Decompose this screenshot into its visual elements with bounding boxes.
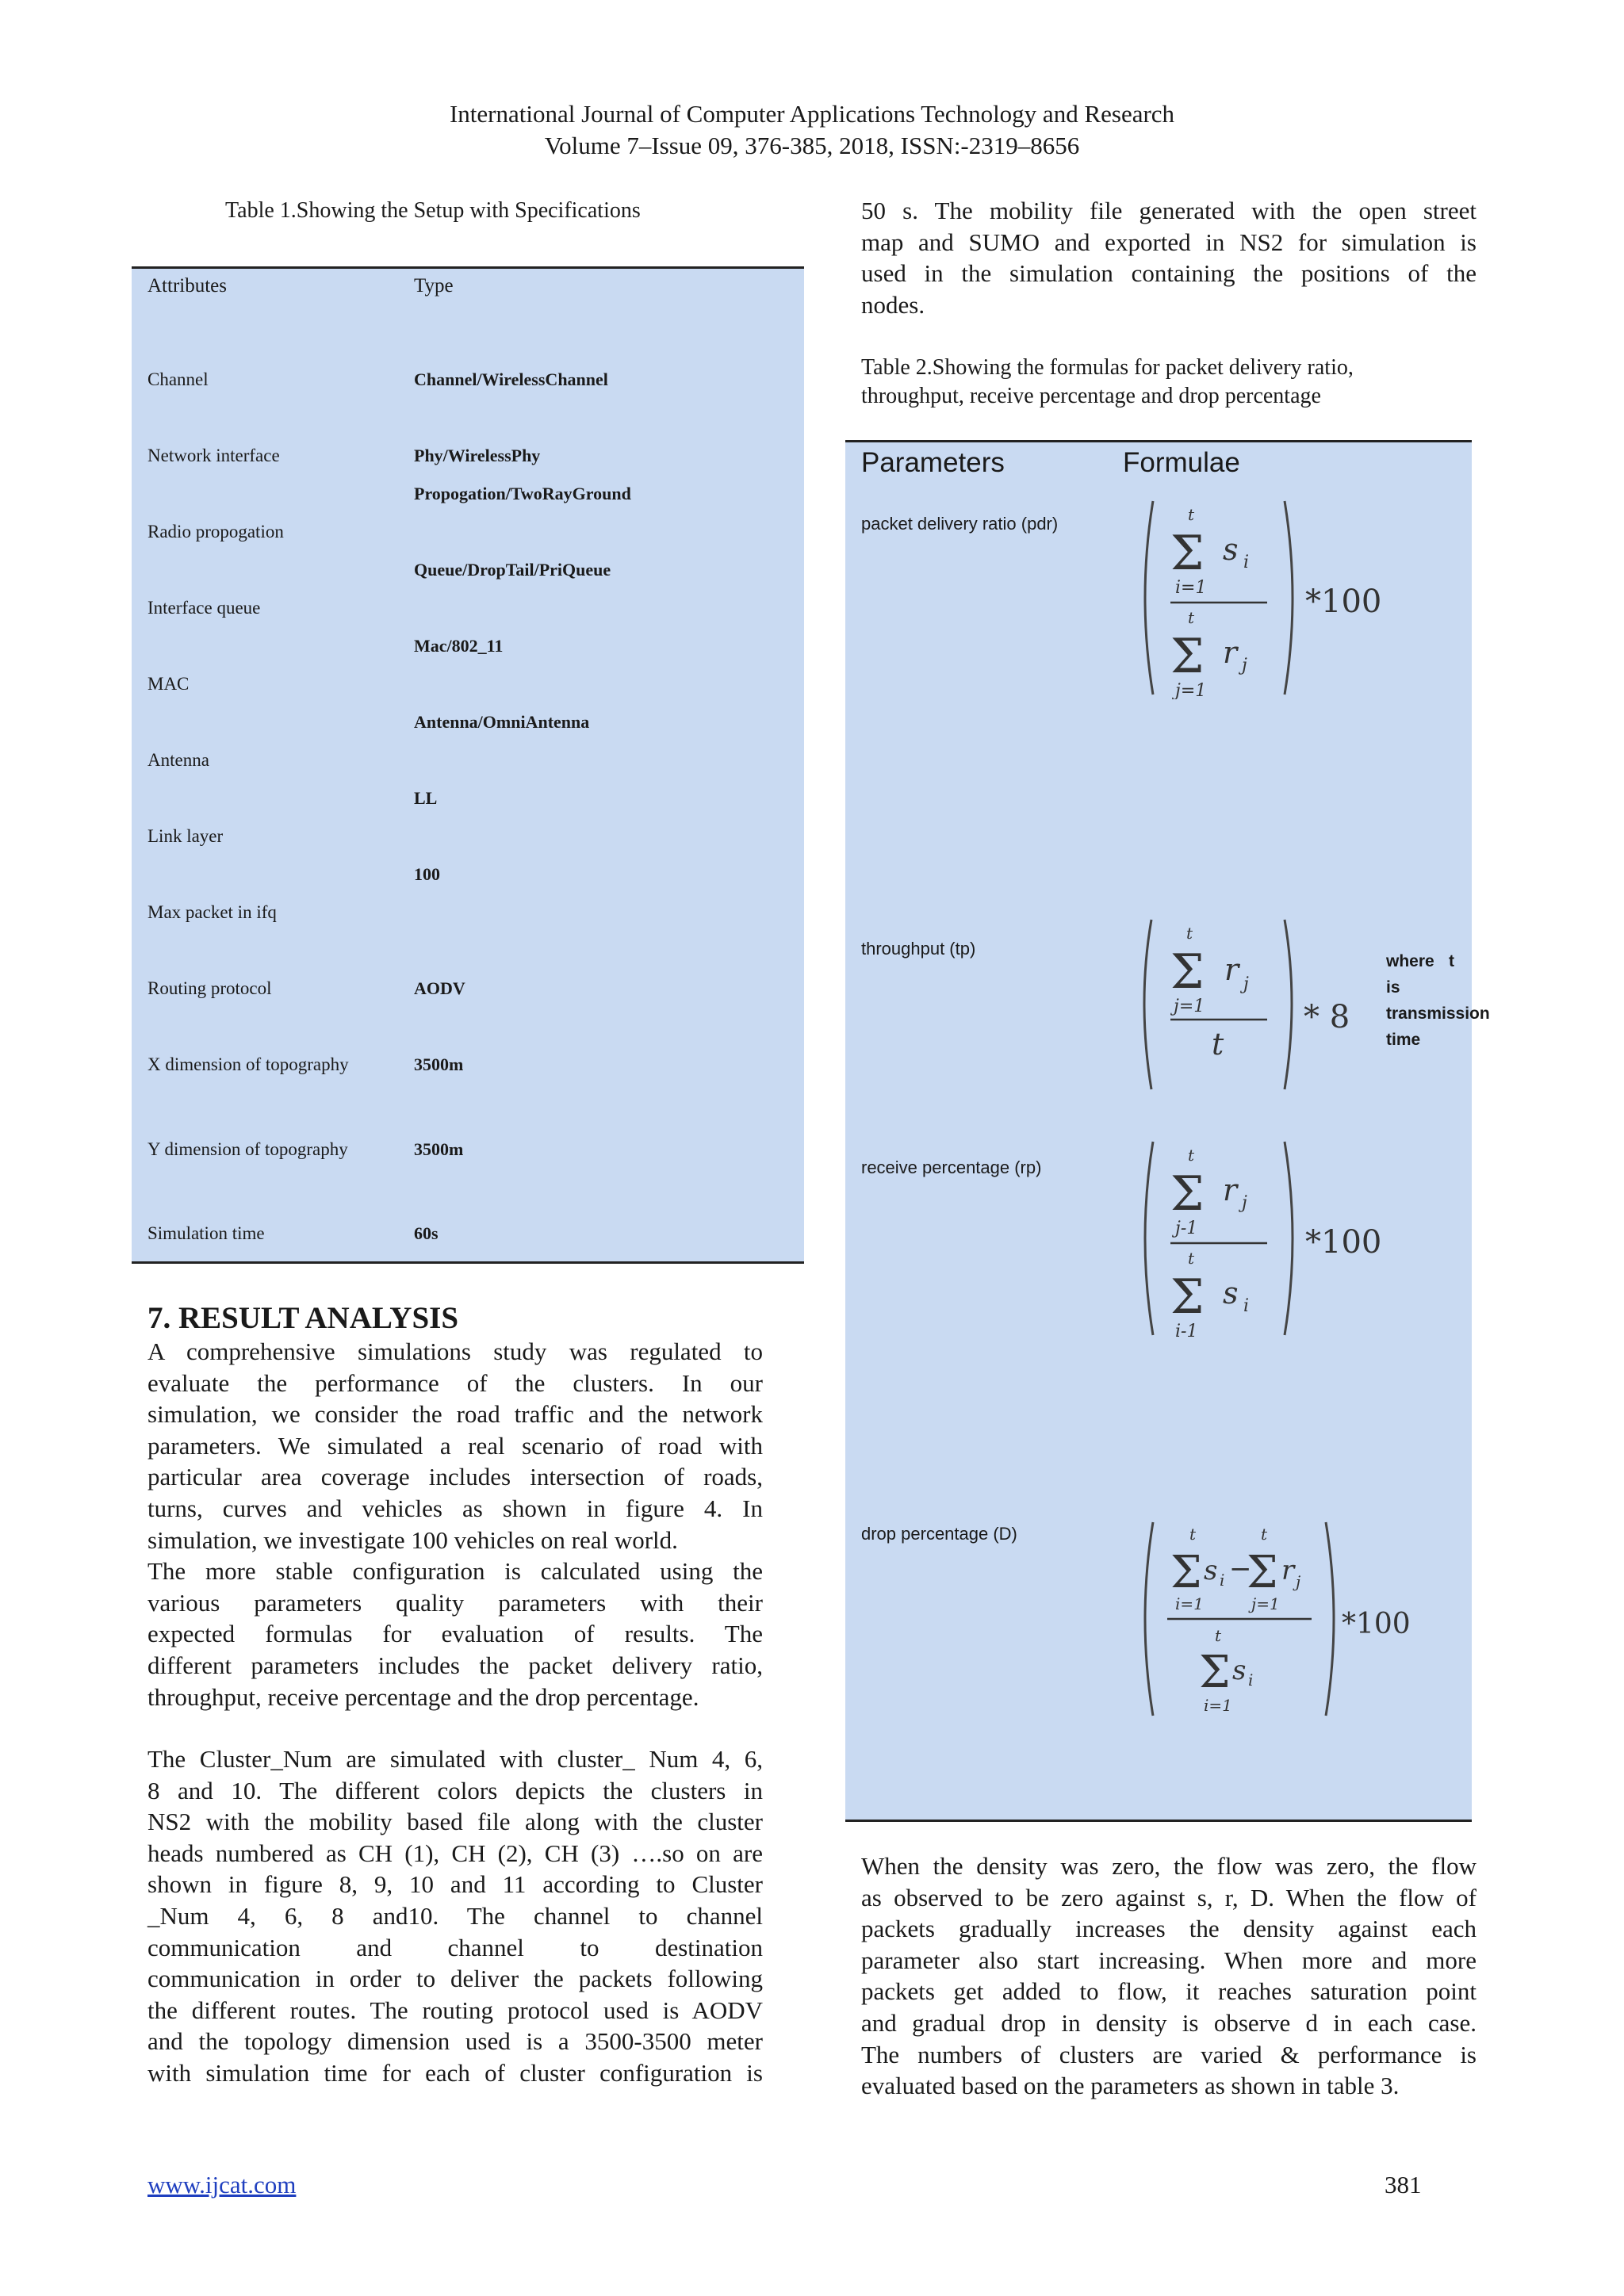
text-line: NS2 with the mobility based file along with the cluster [147, 1808, 763, 1836]
table1-attr-simulation-time: Simulation time [147, 1223, 265, 1243]
svg-text:s: s [1223, 532, 1239, 567]
svg-text:Σ: Σ [1199, 1647, 1231, 1698]
text-line: packets gradually increases the density against each [861, 1915, 1477, 1943]
svg-text:r: r [1223, 1173, 1238, 1207]
text-line: and the topology dimension used is a 3500-3500 meter [147, 2027, 763, 2056]
svg-text:t: t [1186, 924, 1193, 943]
text-line: nodes. [861, 290, 925, 319]
table2-param-tp: throughput (tp) [861, 939, 976, 959]
text-line: throughput, receive percentage and the drop percentage. [147, 1682, 699, 1711]
text-line: 50 s. The mobility file generated with the open street [861, 197, 1477, 224]
svg-text:t: t [1212, 1027, 1224, 1062]
svg-text:j=1: j=1 [1175, 681, 1207, 699]
table1-type-x-dimension: 3500m [414, 1054, 464, 1074]
text-line: The numbers of clusters are varied & performance is [861, 2040, 1477, 2068]
svg-text:*100: *100 [1305, 584, 1382, 620]
svg-text:i: i [1243, 553, 1250, 572]
right-top-paragraph [861, 195, 1477, 320]
table1-type-routing-protocol: AODV [414, 978, 465, 998]
table1-type-max-packet: 100 [414, 864, 440, 884]
text-line: The more stable configuration is calculated using the [147, 1557, 763, 1586]
text-line: A comprehensive simulations study was regulated to [147, 1337, 763, 1365]
text-line: various parameters quality parameters with their [147, 1588, 763, 1617]
svg-text:Σ: Σ [1170, 1166, 1205, 1222]
svg-text:t: t [1188, 505, 1195, 524]
svg-text:i: i [1243, 1296, 1250, 1316]
table1-attr-mac: MAC [147, 674, 190, 694]
svg-text:i-1: i-1 [1175, 1322, 1198, 1340]
svg-text:* 8: * 8 [1304, 999, 1350, 1035]
page-number: 381 [1385, 2171, 1422, 2198]
caption-line: throughput, receive percentage and drop percentage [861, 384, 1321, 408]
table1-type-network-interface: Phy/WirelessPhy [414, 446, 541, 465]
text-line: simulation, we investigate 100 vehicles on real world. [147, 1525, 678, 1554]
formula-pdr [1136, 496, 1453, 699]
table1-attr-x-dimension: X dimension of topography [147, 1054, 349, 1074]
text-line: particular area coverage includes intersection of roads, [147, 1463, 763, 1491]
table1-attr-routing-protocol: Routing protocol [147, 978, 272, 998]
svg-text:s: s [1232, 1655, 1247, 1686]
formula-d [1136, 1517, 1469, 1720]
svg-text:*100: *100 [1305, 1224, 1382, 1261]
svg-text:−: − [1229, 1553, 1252, 1585]
text-line: turns, curves and vehicles as shown in figure 4. In [147, 1494, 763, 1522]
table1-type-radio-propogation: Propogation/TwoRayGround [414, 484, 631, 503]
text-line: the different routes. The routing protocol used is AODV [147, 1996, 763, 2024]
table1-attr-radio-propogation: Radio propogation [147, 522, 284, 541]
text-line: heads numbered as CH (1), CH (2), CH (3) ….so on are [147, 1839, 763, 1867]
right-bottom-paragraph [861, 1850, 1477, 2102]
text-line: evaluate the performance of the clusters. In our [147, 1368, 763, 1397]
svg-text:t: t [1188, 1146, 1195, 1165]
svg-text:s: s [1204, 1555, 1218, 1586]
table2-caption [861, 354, 1496, 411]
journal-title: International Journal of Computer Applications Technology and Research [449, 100, 1175, 128]
table1-attr-network-interface: Network interface [147, 446, 280, 465]
svg-text:t: t [1261, 1525, 1268, 1544]
table1-attr-channel: Channel [147, 369, 209, 389]
text-line: shown in figure 8, 9, 10 and 11 according to Cluster [147, 1870, 763, 1899]
svg-text:i: i [1220, 1571, 1225, 1590]
table1-type-interface-queue: Queue/DropTail/PriQueue [414, 560, 611, 580]
table2-param-pdr: packet delivery ratio (pdr) [861, 514, 1059, 534]
table1-attr-interface-queue: Interface queue [147, 598, 261, 618]
table1-type-antenna: Antenna/OmniAntenna [414, 712, 590, 732]
table1-type-simulation-time: 60s [414, 1223, 439, 1243]
table1 [132, 266, 804, 1264]
table1-type-mac: Mac/802_11 [414, 636, 504, 656]
text-line: used in the simulation containing the positions of the [861, 259, 1477, 288]
section-heading: 7. RESULT ANALYSIS [147, 1301, 459, 1335]
text-line: parameter also start increasing. When more and more [861, 1946, 1477, 1974]
svg-text:j: j [1242, 656, 1247, 675]
svg-text:Σ: Σ [1170, 526, 1205, 581]
svg-text:r: r [1281, 1555, 1295, 1586]
table2-param-d: drop percentage (D) [861, 1524, 1017, 1544]
svg-text:j=1: j=1 [1251, 1594, 1280, 1613]
svg-text:*100: *100 [1342, 1608, 1411, 1640]
table1-type-link-layer: LL [414, 788, 438, 808]
svg-text:t: t [1189, 1525, 1197, 1544]
svg-text:Σ: Σ [1170, 1547, 1202, 1598]
table1-caption: Table 1.Showing the Setup with Specifications [225, 198, 641, 223]
svg-text:Σ: Σ [1170, 944, 1205, 1000]
table2-header-parameters: Parameters [861, 447, 1005, 478]
formula-rp [1136, 1137, 1453, 1340]
svg-text:r: r [1224, 952, 1239, 987]
caption-line: Table 2.Showing the formulas for packet delivery ratio, [861, 355, 1354, 380]
table1-attr-antenna: Antenna [147, 750, 209, 770]
text-line: different parameters includes the packet delivery ratio, [147, 1651, 763, 1679]
svg-text:j-1: j-1 [1175, 1219, 1198, 1238]
table1-attr-max-packet: Max packet in ifq [147, 902, 277, 922]
text-line: communication in order to deliver the packets following [147, 1965, 763, 1993]
svg-text:j: j [1296, 1572, 1301, 1591]
svg-text:t: t [1215, 1626, 1222, 1645]
table1-attr-y-dimension: Y dimension of topography [147, 1139, 348, 1159]
svg-text:t: t [1188, 1249, 1195, 1268]
svg-text:i=1: i=1 [1175, 578, 1207, 598]
svg-text:i=1: i=1 [1175, 1594, 1204, 1613]
formula-tp [1136, 915, 1397, 1097]
text-line: and gradual drop in density is observe d in each case. [861, 2008, 1477, 2037]
text-line: as observed to be zero against s, r, D. When the flow of [861, 1883, 1477, 1911]
text-line: map and SUMO and exported in NS2 for simulation is [861, 228, 1477, 256]
table1-header-type: Type [414, 275, 454, 297]
result-analysis-paragraph-1 [147, 1336, 763, 1712]
text-line: 8 and 10. The different colors depicts the clusters in [147, 1776, 763, 1804]
text-line: When the density was zero, the flow was zero, the flow [861, 1852, 1477, 1880]
svg-text:r: r [1223, 635, 1238, 670]
text-line: packets get added to flow, it reaches saturation point [861, 1977, 1477, 2006]
table1-attr-link-layer: Link layer [147, 826, 224, 846]
svg-text:j=1: j=1 [1174, 997, 1205, 1016]
text-line: The Cluster_Num are simulated with cluster_ Num 4, 6, [147, 1745, 763, 1773]
text-line: with simulation time for each of cluster configuration is [147, 2058, 763, 2087]
text-line: expected formulas for evaluation of results. The [147, 1620, 763, 1648]
table2-header-formulae: Formulae [1123, 447, 1240, 478]
svg-text:Σ: Σ [1170, 1269, 1205, 1325]
footer-url-link[interactable]: www.ijcat.com [147, 2171, 297, 2198]
volume-info: Volume 7–Issue 09, 376-385, 2018, ISSN:-2319–8656 [544, 132, 1080, 159]
svg-text:i: i [1248, 1670, 1254, 1689]
table1-header-attributes: Attributes [147, 275, 227, 297]
text-line: evaluated based on the parameters as shown in table 3. [861, 2072, 1400, 2100]
svg-text:Σ: Σ [1247, 1547, 1278, 1598]
text-line: parameters. We simulated a real scenario of road with [147, 1431, 763, 1460]
text-line: communication and channel to destination [147, 1933, 763, 1961]
svg-text:j: j [1242, 1193, 1247, 1213]
table1-type-channel: Channel/WirelessChannel [414, 369, 608, 389]
svg-text:i=1: i=1 [1204, 1696, 1232, 1715]
svg-text:Σ: Σ [1170, 629, 1205, 684]
where-note: where t is transmission time [1386, 952, 1490, 1049]
svg-text:t: t [1188, 608, 1195, 627]
table2-param-rp: receive percentage (rp) [861, 1158, 1042, 1177]
text-line: _Num 4, 6, 8 and10. The channel to channel [147, 1901, 763, 1930]
table2 [845, 440, 1490, 1822]
text-line: simulation, we consider the road traffic and the network [147, 1400, 763, 1429]
result-analysis-paragraph-2 [147, 1743, 763, 2089]
svg-text:j: j [1243, 974, 1249, 994]
table1-type-y-dimension: 3500m [414, 1139, 464, 1159]
svg-text:s: s [1223, 1276, 1239, 1311]
